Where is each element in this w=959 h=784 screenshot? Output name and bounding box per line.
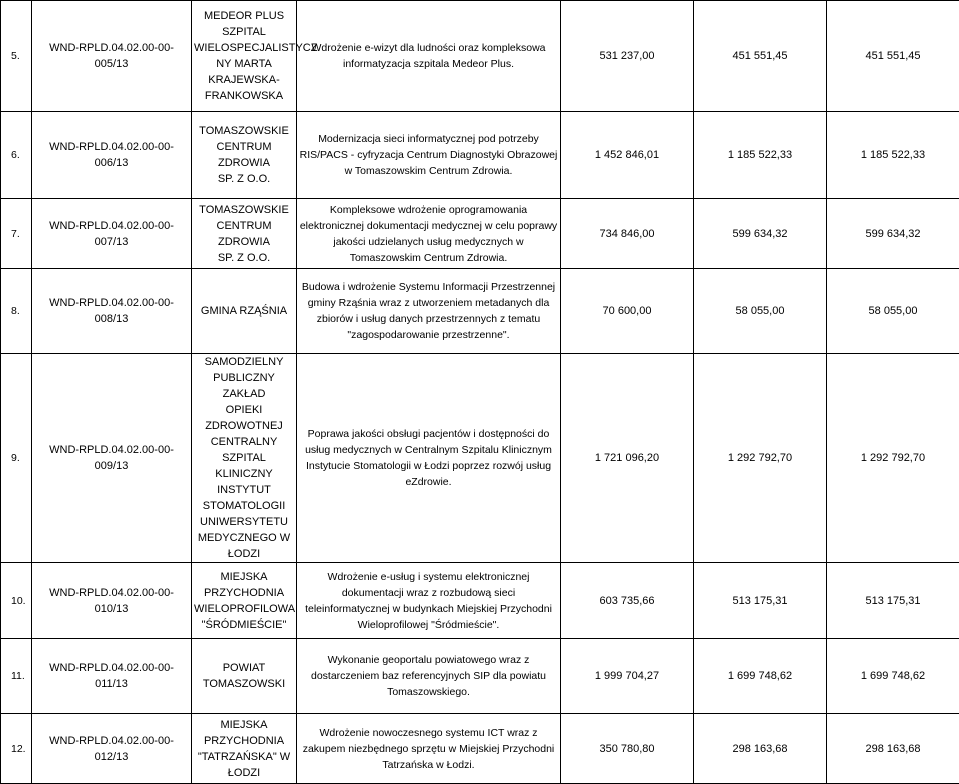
table-row	[1, 269, 959, 354]
total-value: 1 452 846,01	[561, 112, 694, 199]
project-title-line: Modernizacja sieci informatycznej pod potrzeby	[299, 131, 558, 147]
beneficiary-name-line: PUBLICZNY ZAKŁAD	[194, 370, 294, 402]
beneficiary-name-line: CENTRALNY SZPITAL	[194, 434, 294, 466]
total-value: 70 600,00	[561, 269, 694, 354]
total-value: 1 721 096,20	[561, 354, 694, 563]
beneficiary-name-line: MEDEOR PLUS	[194, 8, 294, 24]
beneficiary-name-line: CENTRUM ZDROWIA	[194, 139, 294, 171]
row-number: 10.	[1, 563, 32, 639]
project-title-line: teleinformatycznej w budynkach Miejskiej Przychodni	[299, 601, 558, 617]
application-number: WND-RPLD.04.02.00-00-007/13	[32, 199, 192, 269]
beneficiary-name	[192, 1, 297, 112]
cofinancing-value: 58 055,00	[827, 269, 959, 354]
beneficiary-name-line: TOMASZOWSKIE	[194, 123, 294, 139]
row-number: 5.	[1, 1, 32, 112]
table-row	[1, 199, 959, 269]
beneficiary-name-line: POWIAT	[194, 660, 294, 676]
cofinancing-value: 1 292 792,70	[827, 354, 959, 563]
beneficiary-name-line: ŁODZI	[194, 765, 294, 781]
application-number: WND-RPLD.04.02.00-00-005/13	[32, 1, 192, 112]
beneficiary-name-line: UNIWERSYTETU	[194, 514, 294, 530]
projects-table-body	[1, 1, 959, 784]
total-value: 350 780,80	[561, 714, 694, 784]
application-number: WND-RPLD.04.02.00-00-009/13	[32, 354, 192, 563]
beneficiary-name-line: SZPITAL	[194, 24, 294, 40]
row-number: 7.	[1, 199, 32, 269]
project-title-line: usług medycznych w Centralnym Szpitalu Klinicznym	[299, 442, 558, 458]
cofinancing-value: 298 163,68	[827, 714, 959, 784]
project-title-line: dokumentacji wraz z rozbudową sieci	[299, 585, 558, 601]
project-title-line: RIS/PACS - cyfryzacja Centrum Diagnostyki Obrazowej	[299, 147, 558, 163]
table-row	[1, 563, 959, 639]
eligible-value: 451 551,45	[694, 1, 827, 112]
project-title-line: Wdrożenie e-usług i systemu elektronicznej	[299, 569, 558, 585]
beneficiary-name-line: SP. Z O.O.	[194, 171, 294, 187]
application-number: WND-RPLD.04.02.00-00-012/13	[32, 714, 192, 784]
application-number: WND-RPLD.04.02.00-00-006/13	[32, 112, 192, 199]
table-row	[1, 354, 959, 563]
beneficiary-name-line: WIELOSPECJALISTYCZ	[194, 40, 294, 56]
eligible-value: 1 292 792,70	[694, 354, 827, 563]
project-title	[297, 354, 561, 563]
project-title-line: elektronicznej dokumentacji medycznej w celu poprawy	[299, 218, 558, 234]
eligible-value: 1 699 748,62	[694, 639, 827, 714]
project-title-line: jakości udzielanych usług medycznych w	[299, 234, 558, 250]
beneficiary-name-line: CENTRUM ZDROWIA	[194, 218, 294, 250]
beneficiary-name-line: FRANKOWSKA	[194, 88, 294, 104]
row-number: 9.	[1, 354, 32, 563]
project-title-line: Kompleksowe wdrożenie oprogramowania	[299, 202, 558, 218]
project-title-line: gminy Rząśnia wraz z utworzeniem metadanych dla	[299, 295, 558, 311]
total-value: 531 237,00	[561, 1, 694, 112]
project-title-line: zbiorów i usług danych przestrzennych z tematu	[299, 311, 558, 327]
eligible-value: 1 185 522,33	[694, 112, 827, 199]
project-title-line: Instytucie Stomatologii w Łodzi poprzez rozwój usług	[299, 458, 558, 474]
project-title	[297, 1, 561, 112]
row-number: 8.	[1, 269, 32, 354]
total-value: 734 846,00	[561, 199, 694, 269]
application-number: WND-RPLD.04.02.00-00-010/13	[32, 563, 192, 639]
beneficiary-name-line: NY MARTA	[194, 56, 294, 72]
project-title-line: Wdrożenie e-wizyt dla ludności oraz kompleksowa	[299, 40, 558, 56]
table-row	[1, 1, 959, 112]
total-value: 1 999 704,27	[561, 639, 694, 714]
application-number: WND-RPLD.04.02.00-00-011/13	[32, 639, 192, 714]
beneficiary-name	[192, 639, 297, 714]
beneficiary-name-line: OPIEKI ZDROWOTNEJ	[194, 402, 294, 434]
cofinancing-value: 513 175,31	[827, 563, 959, 639]
beneficiary-name-line: MIEJSKA	[194, 717, 294, 733]
table-row	[1, 639, 959, 714]
beneficiary-name-line: KRAJEWSKA-	[194, 72, 294, 88]
project-title	[297, 639, 561, 714]
project-title-line: informatyzacja szpitala Medeor Plus.	[299, 56, 558, 72]
project-title	[297, 112, 561, 199]
beneficiary-name	[192, 199, 297, 269]
beneficiary-name-line: TOMASZOWSKI	[194, 676, 294, 692]
beneficiary-name-line: TOMASZOWSKIE	[194, 202, 294, 218]
application-number: WND-RPLD.04.02.00-00-008/13	[32, 269, 192, 354]
beneficiary-name-line: SAMODZIELNY	[194, 354, 294, 370]
beneficiary-name-line: PRZYCHODNIA	[194, 585, 294, 601]
project-title-line: eZdrowie.	[299, 474, 558, 490]
table-row	[1, 112, 959, 199]
eligible-value: 513 175,31	[694, 563, 827, 639]
cofinancing-value: 1 699 748,62	[827, 639, 959, 714]
eligible-value: 298 163,68	[694, 714, 827, 784]
cofinancing-value: 451 551,45	[827, 1, 959, 112]
project-title	[297, 269, 561, 354]
project-title-line: dostarczeniem baz referencyjnych SIP dla powiatu	[299, 668, 558, 684]
table-row	[1, 714, 959, 784]
eligible-value: 58 055,00	[694, 269, 827, 354]
beneficiary-name	[192, 354, 297, 563]
beneficiary-name-line: PRZYCHODNIA	[194, 733, 294, 749]
row-number: 6.	[1, 112, 32, 199]
project-title	[297, 714, 561, 784]
project-title-line: w Tomaszowskim Centrum Zdrowia.	[299, 163, 558, 179]
beneficiary-name-line: MIEJSKA	[194, 569, 294, 585]
beneficiary-name-line: "TATRZAŃSKA" W	[194, 749, 294, 765]
project-title-line: Wieloprofilowej "Śródmieście".	[299, 617, 558, 633]
beneficiary-name-line: WIELOPROFILOWA	[194, 601, 294, 617]
cofinancing-value: 599 634,32	[827, 199, 959, 269]
total-value: 603 735,66	[561, 563, 694, 639]
beneficiary-name-line: MEDYCZNEGO W	[194, 530, 294, 546]
beneficiary-name-line: SP. Z O.O.	[194, 250, 294, 266]
project-title	[297, 199, 561, 269]
project-title-line: Wykonanie geoportalu powiatowego wraz z	[299, 652, 558, 668]
project-title	[297, 563, 561, 639]
project-title-line: Tatrzańska w Łodzi.	[299, 757, 558, 773]
row-number: 11.	[1, 639, 32, 714]
beneficiary-name-line: GMINA RZĄŚNIA	[194, 303, 294, 319]
beneficiary-name	[192, 269, 297, 354]
beneficiary-name-line: STOMATOLOGII	[194, 498, 294, 514]
project-title-line: Wdrożenie nowoczesnego systemu ICT wraz z	[299, 725, 558, 741]
beneficiary-name	[192, 714, 297, 784]
row-number: 12.	[1, 714, 32, 784]
project-title-line: Poprawa jakości obsługi pacjentów i dostępności do	[299, 426, 558, 442]
project-title-line: Tomaszowskiego.	[299, 684, 558, 700]
beneficiary-name	[192, 112, 297, 199]
beneficiary-name-line: KLINICZNY INSTYTUT	[194, 466, 294, 498]
beneficiary-name-line: ŁODZI	[194, 546, 294, 562]
project-title-line: "zagospodarowanie przestrzenne".	[299, 327, 558, 343]
beneficiary-name-line: "ŚRÓDMIEŚCIE"	[194, 617, 294, 633]
beneficiary-name	[192, 563, 297, 639]
project-title-line: Budowa i wdrożenie Systemu Informacji Przestrzennej	[299, 279, 558, 295]
project-title-line: Tomaszowskim Centrum Zdrowia.	[299, 250, 558, 266]
project-title-line: zakupem niezbędnego sprzętu w Miejskiej Przychodni	[299, 741, 558, 757]
eligible-value: 599 634,32	[694, 199, 827, 269]
cofinancing-value: 1 185 522,33	[827, 112, 959, 199]
